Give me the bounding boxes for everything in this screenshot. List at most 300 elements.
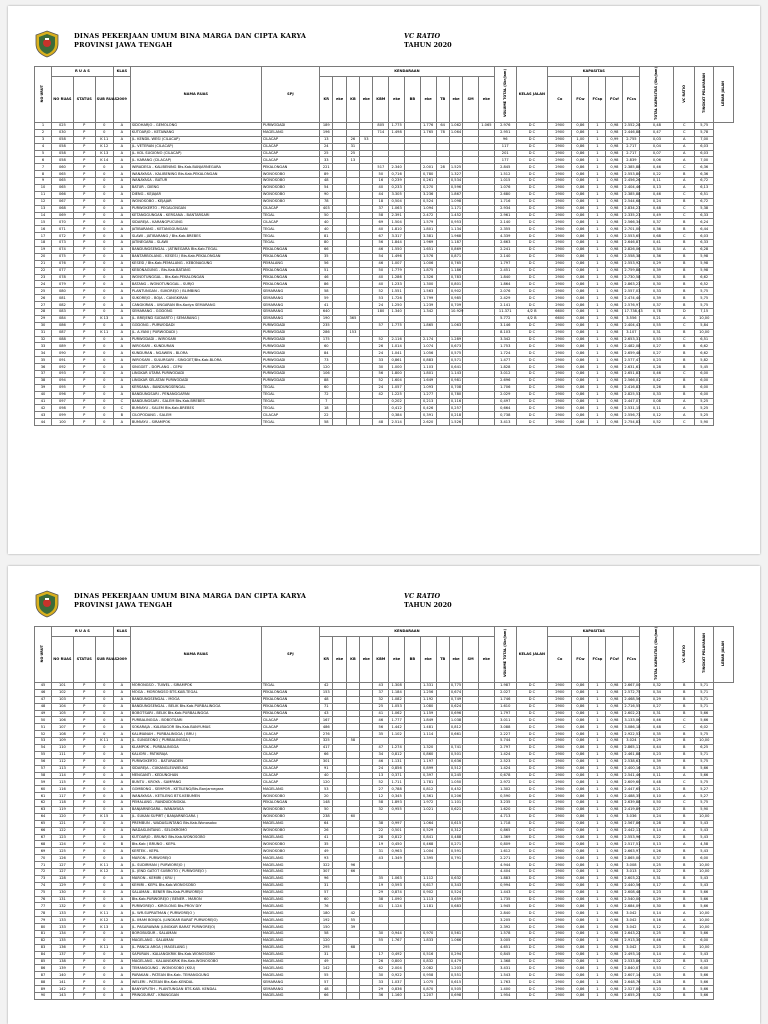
cell-sub-ruas: 0	[95, 889, 113, 896]
cell-kapasitas: 1	[589, 288, 606, 295]
cell-kapasitas: 0,86	[572, 765, 589, 772]
cell-kendaraan	[333, 219, 346, 226]
cell-kendaraan	[346, 391, 359, 398]
page-header	[34, 590, 734, 620]
cell-kendaraan: 0,800	[389, 958, 405, 965]
cell-kapasitas: 0,86	[572, 986, 589, 993]
cell-spj: MAGELANG	[261, 903, 319, 910]
cell-nama-ruas: JL. WR.SUPRATMAN ( PURWOREJO )	[130, 910, 261, 917]
cell-kendaraan: 1.369	[494, 834, 516, 841]
cell-tingkat-pelayanan: B	[674, 972, 695, 979]
cell-klas: A	[113, 910, 130, 917]
cell-no-urut: 6	[35, 157, 52, 164]
cell-kendaraan: 417	[320, 744, 333, 751]
cell-kendaraan: 12	[373, 793, 389, 800]
cell-kendaraan	[420, 917, 436, 924]
cell-nama-ruas: GOMBONG - SEMPOR - KETILENG/Bts.Banjarnegara	[130, 786, 261, 793]
cell-kendaraan: 3.235	[494, 800, 516, 807]
cell-kendaraan	[463, 889, 479, 896]
cell-no-ruas: 122	[51, 827, 73, 834]
cell-kendaraan	[404, 412, 420, 419]
cell-no-ruas: 058	[51, 150, 73, 157]
cell-klas: A	[113, 171, 130, 178]
table-row	[35, 246, 734, 253]
cell-kapasitas: 1	[589, 391, 606, 398]
cell-kapasitas: 0,98	[606, 937, 623, 944]
cell-vc-ratio: 0,36	[640, 226, 674, 233]
cell-sub-ruas: 0	[95, 903, 113, 910]
cell-kendaraan: 1.192	[420, 696, 436, 703]
cell-kendaraan: 1.094	[420, 205, 436, 212]
cell-lebar-jalan: 6,36	[695, 171, 714, 178]
cell-kendaraan: 42	[373, 391, 389, 398]
cell-kelas-jalan: D C	[516, 944, 548, 951]
cell-kapasitas: 2.416,83	[624, 385, 641, 390]
cell-kendaraan: 1.525	[450, 164, 462, 169]
cell-spj: MAGELANG	[261, 889, 319, 896]
cell-kapasitas: 2900	[548, 951, 572, 958]
cell-kendaraan	[478, 965, 494, 972]
cell-no-ruas: 067	[51, 198, 73, 205]
cell-kapasitas: 0,86	[572, 944, 589, 951]
cell-kelas-jalan: D C	[516, 731, 548, 738]
cell-kendaraan	[463, 779, 479, 786]
cell-kendaraan	[463, 765, 479, 772]
cell-kapasitas: 2900	[548, 813, 572, 820]
cell-kapasitas: 1	[589, 937, 606, 944]
cell-kendaraan	[404, 889, 420, 896]
cell-kendaraan: 2.141	[494, 302, 516, 309]
cell-sub-ruas: 0	[95, 744, 113, 751]
cell-lebar-jalan: 5,75	[695, 731, 714, 738]
cell-kapasitas: 0,86	[572, 309, 589, 316]
cell-kendaraan	[360, 419, 373, 426]
cell-kelas-jalan: D C	[516, 848, 548, 855]
cell-kelas-jalan: D C	[516, 896, 548, 903]
cell-kendaraan	[463, 143, 479, 150]
cell-kendaraan: 28	[436, 164, 449, 171]
cell-kendaraan	[360, 710, 373, 717]
cell-vc-ratio: 0,29	[640, 260, 674, 267]
cell-vc-ratio: 0,39	[640, 295, 674, 302]
cell-kendaraan: 1.308	[389, 682, 405, 689]
cell-kendaraan	[436, 848, 449, 855]
cell-no-urut: 87	[35, 972, 52, 979]
cell-kapasitas: 0,98	[606, 800, 623, 807]
cell-kapasitas: 1	[589, 419, 606, 426]
cell-lebar-jalan: 5,43	[695, 951, 714, 958]
cell-kendaraan	[360, 958, 373, 965]
cell-kendaraan	[404, 184, 420, 191]
cell-kendaraan	[346, 889, 359, 896]
cell-kendaraan: 1.797	[494, 710, 516, 717]
cell-kapasitas: 0,98	[606, 813, 623, 820]
cell-lebar-jalan: 5,84	[695, 322, 714, 329]
cell-nama-ruas: BATANG - WONOTUNGGAL - SURJO	[130, 281, 261, 288]
cell-no-ruas: 117	[51, 793, 73, 800]
cell-kendaraan: 153	[346, 329, 359, 336]
cell-vc-ratio: 0,29	[640, 696, 674, 703]
cell-kendaraan	[360, 350, 373, 357]
table-row	[35, 309, 734, 316]
cell-kapasitas: 0,98	[606, 309, 623, 316]
cell-kendaraan	[478, 364, 494, 371]
table-row	[35, 910, 734, 917]
cell-vc-ratio: 0,34	[640, 246, 674, 253]
cell-kapasitas: 1	[589, 240, 606, 247]
cell-kendaraan: 1.543	[494, 972, 516, 979]
cell-lebar-jalan: 6,00	[695, 937, 714, 944]
cell-no-urut: 8	[35, 171, 52, 178]
cell-kendaraan	[436, 357, 449, 364]
cell-kelas-jalan: D C	[516, 419, 548, 426]
cell-kendaraan: 86	[320, 281, 333, 288]
cell-spj: CILACAP	[261, 724, 319, 731]
cell-kendaraan: 0,661	[450, 731, 462, 736]
cell-kendaraan: 0,788	[389, 786, 405, 793]
table-row	[35, 813, 734, 820]
cell-kendaraan	[404, 806, 420, 813]
cell-kapasitas: 2900	[548, 136, 572, 143]
cell-status: P	[73, 806, 95, 813]
cell-kendaraan	[478, 993, 494, 1000]
cell-status: P	[73, 184, 95, 191]
cell-kendaraan	[478, 724, 494, 731]
cell-status: P	[73, 260, 95, 267]
cell-kendaraan	[360, 806, 373, 813]
cell-kapasitas: 1	[589, 219, 606, 226]
cell-kapasitas: 0,86	[572, 240, 589, 247]
cell-no-ruas: 082	[51, 302, 73, 309]
cell-vc-ratio: 0,49	[640, 212, 674, 219]
cell-kendaraan: 2.976	[494, 122, 516, 129]
cell-kendaraan	[360, 944, 373, 951]
cell-kendaraan: 1.442	[389, 724, 405, 731]
cell-nama-ruas: BANYUPUTIH - PLANTUNGAN BTS.KAB. KENDAL	[130, 986, 261, 993]
cell-kendaraan: 43	[320, 710, 333, 717]
cell-kendaraan: 88	[320, 377, 333, 384]
jawa-tengah-emblem-icon	[34, 30, 60, 58]
cell-kapasitas: 0,86	[572, 875, 589, 882]
cell-kendaraan	[389, 150, 405, 157]
cell-status: P	[73, 274, 95, 281]
cell-kendaraan	[404, 903, 420, 910]
cell-kendaraan	[463, 157, 479, 164]
cell-spj: TEGAL	[261, 405, 319, 412]
cell-status: P	[73, 793, 95, 800]
cell-kendaraan: 1.840	[494, 274, 516, 281]
cell-kendaraan	[449, 910, 462, 917]
cell-klas: A	[113, 212, 130, 219]
cell-no-urut: 63	[35, 806, 52, 813]
cell-tingkat-pelayanan: B	[674, 391, 695, 398]
cell-kendaraan	[478, 260, 494, 267]
cell-kendaraan: 0,861	[389, 357, 405, 364]
col-klas-year: 2009	[113, 77, 130, 123]
cell-status: P	[73, 288, 95, 295]
cell-no-urut: 72	[35, 869, 52, 876]
cell-sub-ruas: 0	[95, 841, 113, 848]
cell-kapasitas: 1	[589, 986, 606, 993]
cell-kendaraan	[333, 336, 346, 343]
cell-vc-ratio: 0,34	[640, 689, 674, 696]
cell-kendaraan	[346, 350, 359, 357]
cell-kendaraan	[404, 682, 420, 689]
cell-klas: A	[113, 184, 130, 191]
cell-kapasitas: 2900	[548, 329, 572, 336]
cell-kendaraan: 39	[346, 924, 359, 931]
cell-kapasitas: 1	[589, 931, 606, 938]
cell-klas: A	[113, 143, 130, 150]
cell-kendaraan: 2.116	[389, 336, 405, 343]
cell-nama-ruas: KALIORI - PATIKRAJA	[130, 751, 261, 758]
cell-kapasitas: 2.566,34	[624, 219, 641, 224]
kend-col-eke: eke	[333, 637, 346, 683]
cell-kendaraan	[478, 377, 494, 384]
cell-kendaraan	[463, 972, 479, 979]
table-row	[35, 295, 734, 302]
cell-kendaraan	[360, 986, 373, 993]
cell-spj: TEGAL	[261, 240, 319, 247]
cell-kendaraan: 1.987	[494, 682, 516, 689]
cell-vc-ratio: 0,11	[640, 772, 674, 779]
cell-vc-ratio: 0,32	[640, 993, 674, 1000]
cell-kendaraan	[478, 875, 494, 882]
cell-kendaraan: 2.140	[494, 219, 516, 226]
cell-kapasitas: 0,98	[606, 710, 623, 717]
cell-no-urut: 68	[35, 841, 52, 848]
cell-no-ruas: 058	[51, 143, 73, 150]
cell-kendaraan: 1.063	[389, 875, 405, 882]
cell-klas: A	[113, 738, 130, 745]
cell-kendaraan	[346, 198, 359, 205]
cell-kapasitas: 1	[589, 855, 606, 862]
cell-kendaraan	[346, 772, 359, 779]
cell-vc-ratio: 0,13	[640, 184, 674, 191]
table-row	[35, 848, 734, 855]
cell-kendaraan	[360, 875, 373, 882]
cell-kapasitas: 0,98	[606, 944, 623, 951]
cell-kendaraan	[333, 350, 346, 357]
cell-kendaraan	[436, 937, 449, 944]
cell-kendaraan	[463, 917, 479, 924]
cell-kendaraan: 1.075	[420, 979, 436, 986]
col-no-ruas: NO RUAS	[51, 77, 73, 123]
cell-lebar-jalan: 5,75	[695, 758, 714, 765]
cell-kapasitas: 1	[589, 910, 606, 917]
cell-kendaraan: 0,233	[389, 184, 405, 191]
cell-klas: A	[113, 903, 130, 910]
cell-kapasitas: 2900	[548, 855, 572, 862]
cell-kendaraan: 4.404	[494, 869, 516, 876]
kend-col-eke: eke	[478, 637, 494, 683]
cell-sub-ruas: 0	[95, 696, 113, 703]
cell-kapasitas: 0,86	[572, 682, 589, 689]
cell-kelas-jalan: D C	[516, 281, 548, 288]
cell-kapasitas: 2.651,83	[624, 371, 641, 376]
cell-kendaraan	[436, 171, 449, 178]
cell-kapasitas: 0,86	[572, 786, 589, 793]
cell-kapasitas: 2.663,97	[624, 848, 641, 853]
cell-no-ruas: 065	[51, 184, 73, 191]
cell-kendaraan: 0,245	[450, 772, 462, 777]
cell-kendaraan	[333, 233, 346, 240]
cell-lebar-jalan: 5,90	[695, 806, 714, 813]
table-row	[35, 682, 734, 689]
cell-no-ruas: 116	[51, 786, 73, 793]
cell-klas: A	[113, 157, 130, 164]
cell-kendaraan	[478, 758, 494, 765]
cell-klas: A	[113, 267, 130, 274]
cell-kapasitas: 2900	[548, 391, 572, 398]
cell-vc-ratio: 0,41	[640, 240, 674, 247]
cell-sub-ruas: 0	[95, 295, 113, 302]
cell-kendaraan	[404, 869, 420, 876]
cell-status: P	[73, 896, 95, 903]
cell-kendaraan: 0,963	[389, 848, 405, 855]
cell-kendaraan: 2.174	[420, 336, 436, 343]
cell-kendaraan: 1.286	[389, 274, 405, 281]
cell-no-urut: 90	[35, 993, 52, 1000]
cell-no-ruas: 091	[51, 357, 73, 364]
cell-klas: A	[113, 219, 130, 226]
cell-kendaraan	[333, 150, 346, 157]
cell-no-urut: 83	[35, 944, 52, 951]
cell-kapasitas: 0,98	[606, 717, 623, 724]
cell-kendaraan: 2.972	[494, 779, 516, 786]
cell-no-urut: 56	[35, 758, 52, 765]
cell-kelas-jalan: D C	[516, 157, 548, 164]
cell-kendaraan: 0,832	[420, 958, 436, 965]
cell-kapasitas: 1	[589, 322, 606, 329]
cell-kendaraan: 1.239	[420, 302, 436, 309]
cell-status: P	[73, 993, 95, 1000]
cell-vc-ratio: 0,48	[640, 724, 674, 731]
cell-kendaraan: 0,270	[420, 184, 436, 191]
cell-kendaraan: 0,673	[450, 343, 462, 348]
cell-kendaraan: 0,708	[450, 385, 462, 390]
cell-kendaraan: 67	[373, 233, 389, 240]
cell-kapasitas: 2900	[548, 724, 572, 731]
cell-kendaraan	[346, 724, 359, 731]
cell-kendaraan: 148	[320, 800, 333, 807]
cell-tingkat-pelayanan: B	[674, 219, 695, 226]
cell-no-urut: 60	[35, 786, 52, 793]
cell-kendaraan: 325	[320, 738, 333, 745]
cell-kendaraan: 1.326	[420, 274, 436, 281]
cell-status: P	[73, 924, 95, 931]
cell-kendaraan: 2.355	[494, 226, 516, 233]
cell-kendaraan: 52	[373, 779, 389, 786]
cell-kendaraan: 322	[320, 862, 333, 869]
cell-kendaraan: 1.550	[389, 246, 405, 253]
cell-kendaraan	[436, 820, 449, 827]
cell-vc-ratio: 0,46	[640, 937, 674, 944]
cell-kapasitas: 0,86	[572, 937, 589, 944]
cell-tingkat-pelayanan: B	[674, 869, 695, 876]
cell-vc-ratio: 0,48	[640, 122, 674, 129]
col-kelas-jalan: KELAS JALAN	[516, 627, 548, 683]
cell-klas: A	[113, 371, 130, 378]
cell-kapasitas: 1	[589, 143, 606, 150]
cell-kendaraan	[478, 157, 494, 164]
cell-status: P	[73, 917, 95, 924]
cell-kelas-jalan: D C	[516, 937, 548, 944]
cell-kapasitas: 1	[589, 295, 606, 302]
cell-kendaraan: 0,865	[494, 827, 516, 834]
cell-spj: MAGELANG	[261, 875, 319, 882]
cell-kendaraan	[333, 184, 346, 191]
cell-kendaraan	[333, 924, 346, 931]
cell-kendaraan	[463, 329, 479, 336]
cell-kapasitas: 0,86	[572, 246, 589, 253]
cell-kendaraan: 1.620	[494, 806, 516, 813]
cell-kendaraan: 117	[494, 143, 516, 150]
cell-kapasitas: 2.667,00	[624, 683, 641, 688]
cell-kendaraan: 5.744	[494, 738, 516, 745]
cell-kendaraan: 1.969	[420, 240, 436, 247]
cell-kendaraan	[346, 322, 359, 329]
table-row	[35, 260, 734, 267]
cell-kapasitas: 1	[589, 779, 606, 786]
cell-kendaraan	[333, 143, 346, 150]
cell-kendaraan: 18	[373, 198, 389, 205]
cell-lebar-jalan: 6,72	[695, 178, 714, 185]
cell-kendaraan: 35	[373, 731, 389, 738]
cell-kendaraan: 0,361	[420, 793, 436, 800]
cell-sub-ruas: 0	[95, 786, 113, 793]
kend-col-eke: eke	[389, 77, 405, 123]
cell-tingkat-pelayanan: B	[674, 302, 695, 309]
cell-kendaraan: 301	[320, 758, 333, 765]
cell-lebar-jalan: 5,43	[695, 958, 714, 965]
cell-lebar-jalan: 6,00	[695, 391, 714, 398]
cell-kendaraan: 307	[320, 869, 333, 876]
cell-tingkat-pelayanan: B	[674, 689, 695, 696]
cell-kapasitas: 1	[589, 191, 606, 198]
cell-no-ruas: 106	[51, 717, 73, 724]
cell-kendaraan	[333, 869, 346, 876]
cell-kendaraan	[436, 157, 449, 164]
cell-kapasitas: 3.024	[623, 738, 640, 745]
cell-kendaraan: 51	[320, 267, 333, 274]
cell-kendaraan	[463, 869, 479, 876]
cell-klas: C	[113, 398, 130, 405]
cell-kapasitas: 1	[589, 800, 606, 807]
cell-no-ruas: 127	[51, 862, 73, 869]
cell-kendaraan: 0,529	[420, 827, 436, 834]
cell-no-ruas: 113	[51, 765, 73, 772]
cell-kelas-jalan: D C	[516, 758, 548, 765]
cell-kendaraan: 4.713	[494, 813, 516, 820]
kap-col-co: Co	[548, 637, 572, 683]
cell-kendaraan	[404, 212, 420, 219]
cell-kendaraan: 0,902	[450, 288, 462, 293]
cell-kendaraan	[436, 295, 449, 302]
cell-kapasitas: 3.042	[623, 910, 640, 917]
cell-kendaraan: 1.579	[420, 219, 436, 226]
page-header	[34, 30, 734, 60]
cell-kapasitas: 0,86	[572, 274, 589, 281]
cell-spj: PEKALONGAN	[261, 696, 319, 703]
cell-spj: PEKALONGAN	[261, 246, 319, 253]
cell-kelas-jalan: D C	[516, 226, 548, 233]
cell-kapasitas: 0,86	[572, 357, 589, 364]
cell-kendaraan	[333, 191, 346, 198]
cell-kendaraan: 235	[320, 322, 333, 329]
cell-lebar-jalan: 5,25	[695, 412, 714, 419]
cell-kendaraan	[463, 965, 479, 972]
